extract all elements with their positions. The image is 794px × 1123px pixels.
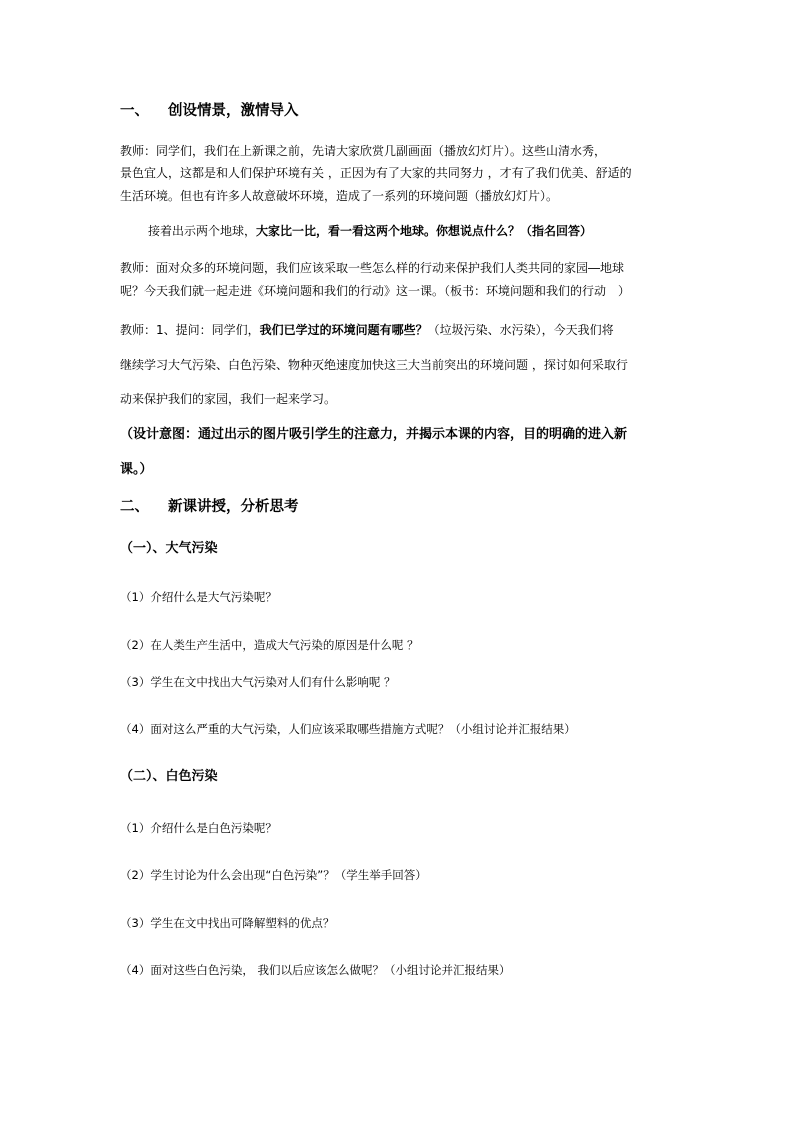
paragraph2 xyxy=(148,223,592,239)
paragraph4-line3: 动来保护我们的家园，我们一起来学习。 xyxy=(120,392,337,406)
section1-title: 创设情景，激情导入 xyxy=(168,103,299,119)
paragraph1-line3: 生活环境。但也有许多人故意破坏环境，造成了一系列的环境问题（播放幻灯片）。 xyxy=(120,189,559,203)
design-intent-line2: 课。） xyxy=(120,462,153,477)
subsection1-title: （一）、大气污染 xyxy=(120,541,218,556)
subsection2-item4: （4）面对这些白色污染， 我们以后应该怎么做呢？（小组讨论并汇报结果） xyxy=(120,963,511,977)
paragraph1-line1: 教师：同学们，我们在上新课之前，先请大家欣赏几副画面（播放幻灯片）。这些山清水秀， xyxy=(120,144,607,158)
section2-title: 新课讲授，分析思考 xyxy=(168,499,299,515)
section2-number: 二、 xyxy=(120,499,149,515)
paragraph2-bold: 大家比一比，看一看这两个地球。你想说点什么？（指名回答） xyxy=(256,224,593,238)
section2-heading xyxy=(120,497,299,517)
paragraph4-line1 xyxy=(120,322,614,338)
paragraph4-c: （垃圾污染、水污染），今天我们将 xyxy=(427,323,614,337)
subsection2-title: （二）、白色污染 xyxy=(120,769,218,784)
subsection1-item3: （3）学生在文中找出大气污染对人们有什么影响呢 ？ xyxy=(120,675,396,689)
paragraph1-line2: 景色宜人，这都是和人们保护环境有关 ，正因为有了大家的共同努力 ，才有了我们优美、舒适的 xyxy=(120,166,632,180)
design-intent-line1: （设计意图：通过出示的图片吸引学生的注意力，并揭示本课的内容，目的明确的进入新 xyxy=(120,427,628,442)
section1-number: 一、 xyxy=(120,103,149,119)
subsection2-item3: （3）学生在文中找出可降解塑料的优点？ xyxy=(120,916,335,930)
subsection1-item4: （4）面对这么严重的大气污染，人们应该采取哪些措施方式呢？（小组讨论并汇报结果） xyxy=(120,722,576,736)
subsection1-item2: （2）在人类生产生活中，造成大气污染的原因是什么呢 ？ xyxy=(120,638,419,652)
subsection2-item1: （1）介绍什么是白色污染呢？ xyxy=(120,821,277,835)
paragraph4-line2: 继续学习大气污染、白色污染、物种灭绝速度加快这三大当前突出的环境问题 ，探讨如何采取行 xyxy=(120,358,628,372)
paragraph3-line1: 教师：面对众多的环境问题，我们应该采取一些怎么样的行动来保护我们人类共同的家园―地球 xyxy=(120,261,625,275)
paragraph4-a: 教师：1、提问：同学们， xyxy=(120,323,260,337)
paragraph2-normal: 接着出示两个地球， xyxy=(148,224,257,238)
paragraph4-b: 我们已学过的环境问题有哪些？ xyxy=(259,323,428,337)
subsection2-item2: （2）学生讨论为什么会出现“白色污染”？（学生举手回答） xyxy=(120,868,427,882)
paragraph3-line2: 呢？今天我们就一起走进《环境问题和我们的行动》这一课。（板书：环境问题和我们的行动 ） xyxy=(120,284,631,298)
subsection1-item1: （1）介绍什么是大气污染呢？ xyxy=(120,590,277,604)
section1-heading xyxy=(120,101,299,121)
